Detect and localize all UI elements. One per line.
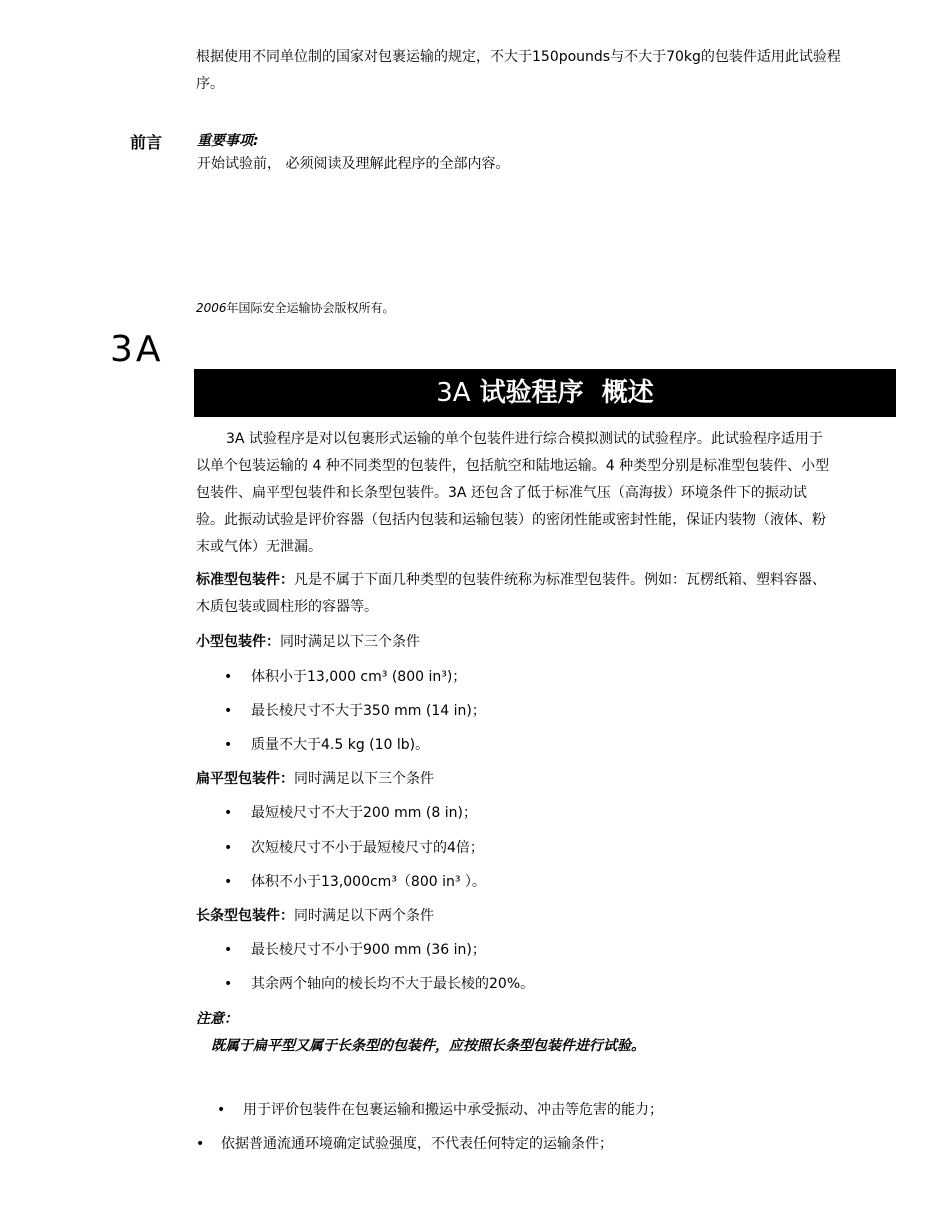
bullet-icon: • — [224, 874, 233, 890]
preface-label: 前言 — [130, 133, 163, 152]
banner-title: 试验程序 概述 — [479, 378, 654, 408]
bullet-icon: • — [224, 976, 233, 992]
bullet-icon: • — [224, 805, 233, 821]
flat-heading — [196, 769, 434, 789]
bottom-bullet-text: 用于评价包装件在包裹运输和搬运中承受振动、冲击等危害的能力； — [243, 1102, 663, 1118]
note-text: 既属于扁平型又属于长条型的包装件，应按照长条型包装件进行试验。 — [211, 1038, 645, 1054]
intro-line-2: 序。 — [196, 76, 224, 92]
small-heading — [196, 632, 420, 652]
intro-line-1: 根据使用不同单位制的国家对包裹运输的规定，不大于150pounds与不大于70kg的包装件适用此试验程 — [196, 49, 841, 65]
bullet-icon: • — [224, 840, 233, 856]
section-code: 3A — [110, 329, 164, 370]
overview-paragraph — [196, 426, 896, 561]
copyright-line — [196, 299, 395, 317]
intro-paragraph — [196, 44, 896, 98]
flat-text: 同时满足以下三个条件 — [294, 771, 434, 787]
banner-code: 3A — [436, 378, 471, 408]
overview-line: 3A 试验程序是对以包裹形式运输的单个包装件进行综合模拟测试的试验程序。此试验程序适用于 — [226, 431, 823, 447]
copyright-text: 年国际安全运输协会版权所有。 — [226, 301, 395, 315]
elongated-label: 长条型包装件： — [196, 908, 294, 924]
copyright-year: 2006 — [196, 301, 227, 315]
standard-paragraph — [196, 567, 896, 621]
bullet-icon: • — [224, 942, 233, 958]
small-item: 质量不大于4.5 kg (10 lb)。 — [251, 737, 430, 753]
bullet-icon: • — [224, 669, 233, 685]
flat-item: 体积不小于13,000cm³（800 in³ ）。 — [251, 874, 486, 890]
note-label: 注意： — [196, 1011, 238, 1027]
bullet-icon: • — [217, 1102, 226, 1118]
overview-line: 包装件、扁平型包装件和长条型包装件。3A 还包含了低于标准气压（高海拔）环境条件下的振动试 — [196, 485, 807, 501]
standard-label: 标准型包装件： — [196, 572, 294, 588]
overview-line: 末或气体）无泄漏。 — [196, 539, 322, 555]
small-label: 小型包装件： — [196, 634, 280, 650]
elongated-heading — [196, 906, 434, 926]
small-item: 体积小于13,000 cm³ (800 in³)； — [251, 669, 467, 685]
flat-item: 次短棱尺寸不小于最短棱尺寸的4倍； — [251, 840, 484, 856]
preface-text: 开始试验前， 必须阅读及理解此程序的全部内容。 — [197, 156, 510, 172]
bullet-icon: • — [224, 737, 233, 753]
section-banner — [194, 369, 896, 417]
standard-line-1: 凡是不属于下面几种类型的包装件统称为标准型包装件。例如：瓦楞纸箱、塑料容器、 — [294, 572, 826, 588]
small-item: 最长棱尺寸不大于350 mm (14 in)； — [251, 703, 486, 719]
small-text: 同时满足以下三个条件 — [280, 634, 420, 650]
flat-label: 扁平型包装件： — [196, 771, 294, 787]
elongated-item: 最长棱尺寸不小于900 mm (36 in)； — [251, 942, 486, 958]
bullet-icon: • — [224, 703, 233, 719]
elongated-text: 同时满足以下两个条件 — [294, 908, 434, 924]
flat-item: 最短棱尺寸不大于200 mm (8 in)； — [251, 805, 477, 821]
standard-line-2: 木质包装或圆柱形的容器等。 — [196, 599, 378, 615]
important-label: 重要事项: — [197, 133, 259, 149]
overview-line: 以单个包装运输的 4 种不同类型的包装件，包括航空和陆地运输。4 种类型分别是标准型包装件、小型 — [196, 458, 830, 474]
elongated-item: 其余两个轴向的棱长均不大于最长棱的20%。 — [251, 976, 535, 992]
overview-line: 验。此振动试验是评价容器（包括内包装和运输包装）的密闭性能或密封性能，保证内装物（液体、粉 — [196, 512, 826, 528]
bottom-bullet-text: 依据普通流通环境确定试验强度，不代表任何特定的运输条件； — [221, 1136, 613, 1152]
bullet-icon: • — [196, 1136, 205, 1152]
